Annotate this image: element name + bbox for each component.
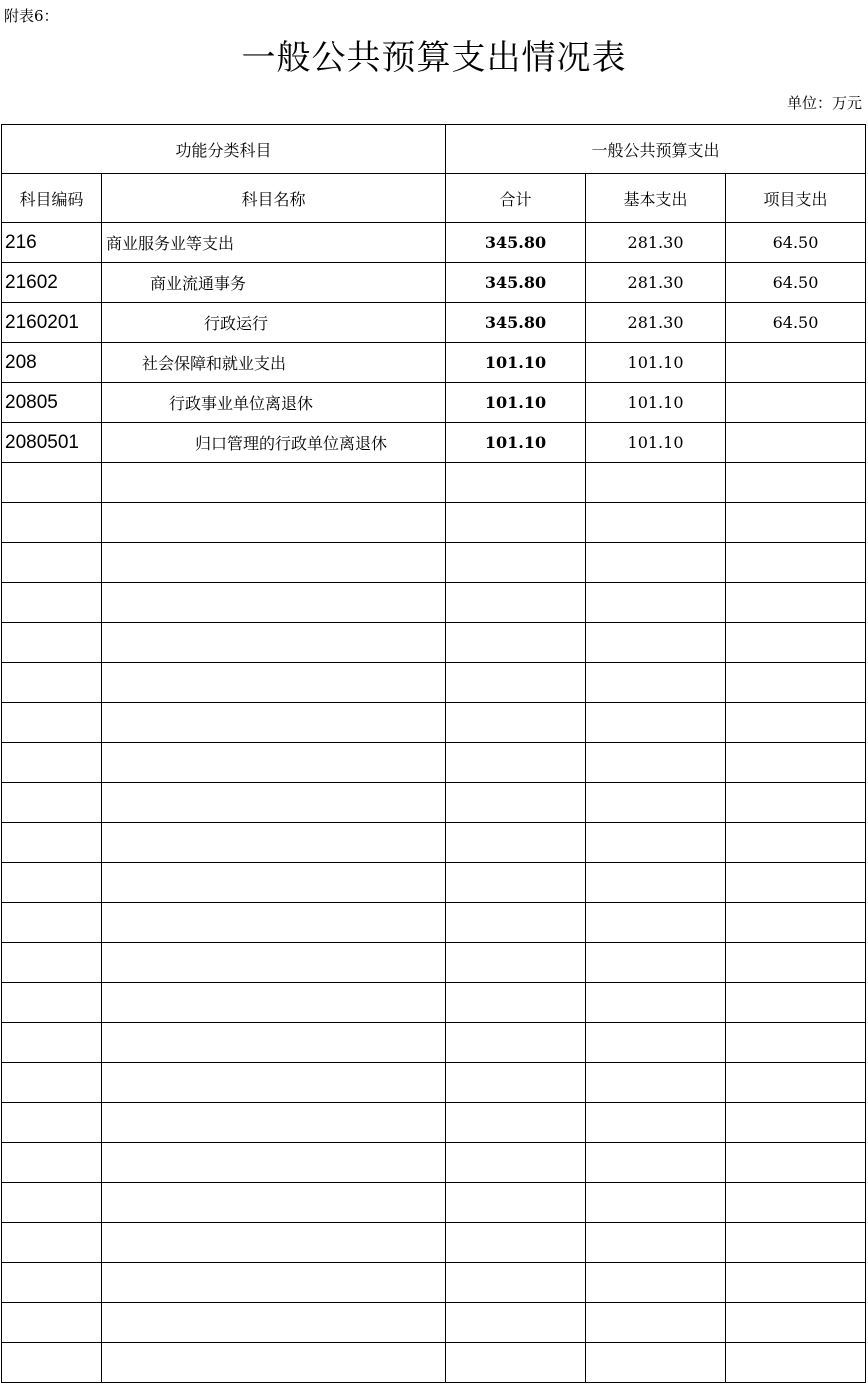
table-row bbox=[2, 303, 866, 343]
row-total: 101.10 bbox=[446, 343, 586, 383]
empty-cell bbox=[726, 543, 866, 583]
empty-cell bbox=[446, 743, 586, 783]
empty-cell bbox=[726, 583, 866, 623]
empty-cell bbox=[102, 1303, 446, 1343]
empty-row bbox=[2, 1263, 866, 1303]
group-header-function: 功能分类科目 bbox=[2, 125, 446, 174]
empty-cell bbox=[586, 703, 726, 743]
empty-cell bbox=[446, 783, 586, 823]
row-code: 21602 bbox=[2, 263, 102, 303]
empty-row bbox=[2, 663, 866, 703]
empty-cell bbox=[2, 1263, 102, 1303]
row-total: 101.10 bbox=[446, 383, 586, 423]
row-total: 101.10 bbox=[446, 423, 586, 463]
empty-cell bbox=[586, 1103, 726, 1143]
row-name: 行政事业单位离退休 bbox=[102, 383, 446, 423]
empty-cell bbox=[2, 823, 102, 863]
empty-cell bbox=[446, 1023, 586, 1063]
empty-cell bbox=[586, 1143, 726, 1183]
empty-row bbox=[2, 863, 866, 903]
empty-cell bbox=[2, 1063, 102, 1103]
empty-cell bbox=[446, 1183, 586, 1223]
column-header: 基本支出 bbox=[586, 174, 726, 223]
empty-cell bbox=[586, 823, 726, 863]
row-code: 2080501 bbox=[2, 423, 102, 463]
empty-cell bbox=[102, 1143, 446, 1183]
empty-cell bbox=[102, 743, 446, 783]
empty-cell bbox=[446, 463, 586, 503]
page-title: 一般公共预算支出情况表 bbox=[241, 38, 627, 78]
empty-cell bbox=[446, 823, 586, 863]
empty-cell bbox=[726, 1223, 866, 1263]
empty-cell bbox=[2, 623, 102, 663]
empty-cell bbox=[2, 1183, 102, 1223]
empty-cell bbox=[102, 1183, 446, 1223]
empty-cell bbox=[102, 1063, 446, 1103]
empty-cell bbox=[446, 943, 586, 983]
column-header: 科目编码 bbox=[2, 174, 102, 223]
empty-cell bbox=[726, 703, 866, 743]
empty-cell bbox=[102, 503, 446, 543]
empty-cell bbox=[446, 583, 586, 623]
empty-cell bbox=[2, 1303, 102, 1343]
empty-cell bbox=[102, 903, 446, 943]
unit-label: 单位：万元 bbox=[786, 94, 862, 112]
empty-cell bbox=[726, 463, 866, 503]
empty-row bbox=[2, 783, 866, 823]
empty-cell bbox=[586, 543, 726, 583]
empty-row bbox=[2, 823, 866, 863]
row-total: 345.80 bbox=[446, 263, 586, 303]
table-row bbox=[2, 343, 866, 383]
empty-cell bbox=[2, 463, 102, 503]
empty-cell bbox=[446, 703, 586, 743]
empty-cell bbox=[446, 543, 586, 583]
row-name: 社会保障和就业支出 bbox=[102, 343, 446, 383]
empty-cell bbox=[726, 823, 866, 863]
row-code: 208 bbox=[2, 343, 102, 383]
empty-cell bbox=[102, 463, 446, 503]
empty-cell bbox=[446, 623, 586, 663]
empty-cell bbox=[726, 1303, 866, 1343]
group-header-budget: 一般公共预算支出 bbox=[446, 125, 866, 174]
row-project: 64.50 bbox=[726, 223, 866, 263]
empty-cell bbox=[102, 823, 446, 863]
empty-cell bbox=[102, 783, 446, 823]
empty-row bbox=[2, 583, 866, 623]
empty-cell bbox=[2, 783, 102, 823]
row-project: 64.50 bbox=[726, 263, 866, 303]
row-code: 216 bbox=[2, 223, 102, 263]
empty-cell bbox=[2, 543, 102, 583]
empty-cell bbox=[586, 783, 726, 823]
empty-cell bbox=[446, 903, 586, 943]
row-basic: 281.30 bbox=[586, 303, 726, 343]
empty-row bbox=[2, 1223, 866, 1263]
row-project bbox=[726, 343, 866, 383]
empty-cell bbox=[446, 1223, 586, 1263]
table-row bbox=[2, 263, 866, 303]
empty-cell bbox=[2, 1143, 102, 1183]
empty-cell bbox=[102, 863, 446, 903]
empty-cell bbox=[726, 663, 866, 703]
empty-cell bbox=[586, 743, 726, 783]
empty-cell bbox=[586, 943, 726, 983]
empty-cell bbox=[586, 1063, 726, 1103]
row-name: 行政运行 bbox=[102, 303, 446, 343]
empty-cell bbox=[586, 1223, 726, 1263]
row-name: 商业服务业等支出 bbox=[102, 223, 446, 263]
empty-row bbox=[2, 1143, 866, 1183]
empty-cell bbox=[586, 663, 726, 703]
empty-cell bbox=[726, 863, 866, 903]
budget-table bbox=[1, 124, 866, 1383]
empty-row bbox=[2, 1183, 866, 1223]
column-header: 项目支出 bbox=[726, 174, 866, 223]
table-row bbox=[2, 383, 866, 423]
empty-cell bbox=[2, 943, 102, 983]
empty-cell bbox=[586, 903, 726, 943]
empty-cell bbox=[726, 1263, 866, 1303]
row-project bbox=[726, 383, 866, 423]
empty-cell bbox=[446, 1143, 586, 1183]
empty-cell bbox=[586, 503, 726, 543]
empty-cell bbox=[2, 1103, 102, 1143]
empty-cell bbox=[102, 983, 446, 1023]
empty-cell bbox=[2, 903, 102, 943]
empty-cell bbox=[2, 743, 102, 783]
empty-cell bbox=[446, 1103, 586, 1143]
empty-cell bbox=[2, 1223, 102, 1263]
row-basic: 101.10 bbox=[586, 383, 726, 423]
empty-row bbox=[2, 1343, 866, 1383]
row-basic: 101.10 bbox=[586, 343, 726, 383]
empty-cell bbox=[102, 943, 446, 983]
empty-row bbox=[2, 983, 866, 1023]
empty-cell bbox=[102, 663, 446, 703]
row-name: 归口管理的行政单位离退休 bbox=[102, 423, 446, 463]
empty-cell bbox=[2, 1343, 102, 1383]
empty-cell bbox=[102, 623, 446, 663]
empty-cell bbox=[446, 503, 586, 543]
empty-cell bbox=[726, 1063, 866, 1103]
empty-cell bbox=[726, 783, 866, 823]
empty-row bbox=[2, 1023, 866, 1063]
attachment-label: 附表6： bbox=[4, 7, 59, 25]
empty-cell bbox=[586, 1343, 726, 1383]
empty-cell bbox=[726, 1023, 866, 1063]
table-row bbox=[2, 223, 866, 263]
empty-row bbox=[2, 703, 866, 743]
empty-cell bbox=[446, 863, 586, 903]
empty-cell bbox=[726, 983, 866, 1023]
empty-row bbox=[2, 503, 866, 543]
column-header-row bbox=[2, 174, 866, 223]
empty-cell bbox=[726, 1143, 866, 1183]
row-code: 2160201 bbox=[2, 303, 102, 343]
empty-cell bbox=[102, 1103, 446, 1143]
empty-cell bbox=[586, 1183, 726, 1223]
row-project: 64.50 bbox=[726, 303, 866, 343]
empty-cell bbox=[726, 1183, 866, 1223]
empty-cell bbox=[586, 623, 726, 663]
empty-cell bbox=[726, 903, 866, 943]
empty-cell bbox=[2, 1023, 102, 1063]
empty-cell bbox=[102, 1223, 446, 1263]
empty-cell bbox=[726, 503, 866, 543]
empty-cell bbox=[586, 863, 726, 903]
empty-row bbox=[2, 463, 866, 503]
empty-cell bbox=[586, 1023, 726, 1063]
empty-row bbox=[2, 623, 866, 663]
empty-row bbox=[2, 1103, 866, 1143]
empty-row bbox=[2, 903, 866, 943]
empty-row bbox=[2, 1303, 866, 1343]
empty-cell bbox=[726, 1103, 866, 1143]
row-code: 20805 bbox=[2, 383, 102, 423]
empty-row bbox=[2, 743, 866, 783]
empty-cell bbox=[102, 583, 446, 623]
row-basic: 281.30 bbox=[586, 223, 726, 263]
empty-cell bbox=[102, 703, 446, 743]
empty-cell bbox=[102, 1263, 446, 1303]
empty-cell bbox=[726, 1343, 866, 1383]
empty-cell bbox=[2, 863, 102, 903]
empty-cell bbox=[2, 983, 102, 1023]
column-header: 合计 bbox=[446, 174, 586, 223]
empty-cell bbox=[102, 1023, 446, 1063]
empty-cell bbox=[446, 663, 586, 703]
row-project bbox=[726, 423, 866, 463]
empty-cell bbox=[586, 1303, 726, 1343]
row-name: 商业流通事务 bbox=[102, 263, 446, 303]
empty-cell bbox=[446, 1263, 586, 1303]
row-basic: 281.30 bbox=[586, 263, 726, 303]
empty-cell bbox=[586, 1263, 726, 1303]
empty-cell bbox=[446, 1303, 586, 1343]
empty-row bbox=[2, 1063, 866, 1103]
empty-cell bbox=[2, 663, 102, 703]
empty-cell bbox=[586, 463, 726, 503]
row-total: 345.80 bbox=[446, 303, 586, 343]
empty-cell bbox=[102, 1343, 446, 1383]
empty-row bbox=[2, 943, 866, 983]
empty-cell bbox=[446, 983, 586, 1023]
column-header: 科目名称 bbox=[102, 174, 446, 223]
empty-cell bbox=[446, 1343, 586, 1383]
empty-row bbox=[2, 543, 866, 583]
empty-cell bbox=[446, 1063, 586, 1103]
empty-cell bbox=[2, 503, 102, 543]
table-row bbox=[2, 423, 866, 463]
empty-cell bbox=[726, 623, 866, 663]
row-total: 345.80 bbox=[446, 223, 586, 263]
group-header-row bbox=[2, 125, 866, 174]
empty-cell bbox=[726, 943, 866, 983]
empty-cell bbox=[102, 543, 446, 583]
empty-cell bbox=[2, 583, 102, 623]
empty-cell bbox=[2, 703, 102, 743]
empty-cell bbox=[726, 743, 866, 783]
empty-cell bbox=[586, 983, 726, 1023]
empty-cell bbox=[586, 583, 726, 623]
row-basic: 101.10 bbox=[586, 423, 726, 463]
